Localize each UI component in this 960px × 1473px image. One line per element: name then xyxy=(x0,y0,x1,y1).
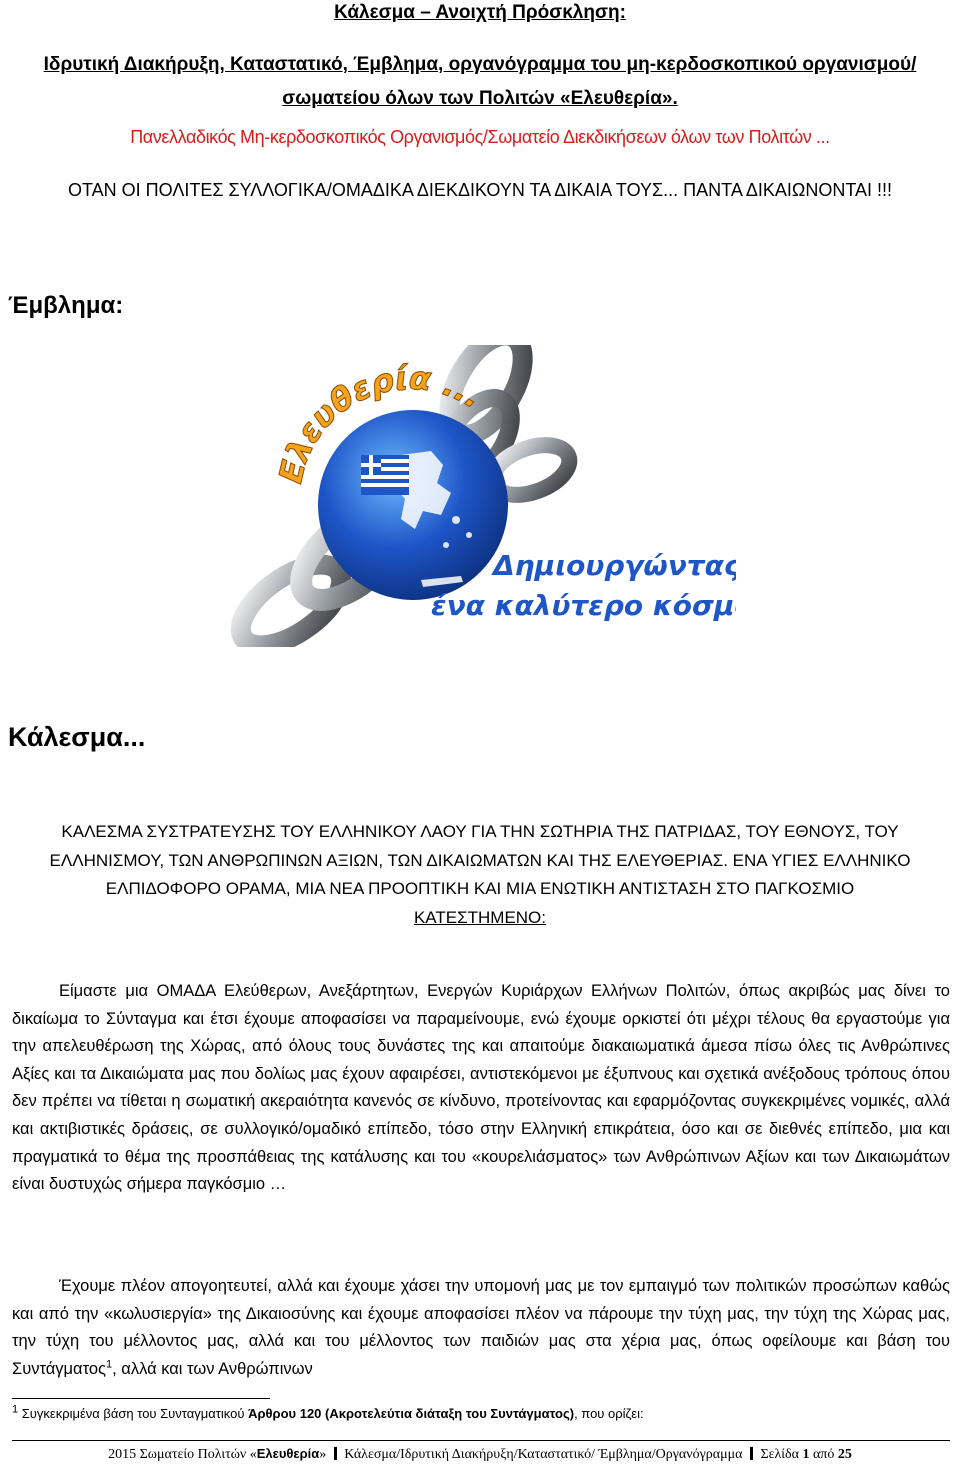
emblem-graphic xyxy=(231,345,736,647)
footer-doc: Κάλεσμα/Ιδρυτική Διακήρυξη/Καταστατικό/ Έμβλημα/Οργανόγραμμα xyxy=(344,1447,743,1462)
paragraph-1-text: Είμαστε μια ΟΜΑΔΑ Ελεύθερων, Ανεξάρτητων, Ενεργών Κυριάρχων Ελλήνων Πολιτών, όπως ακριβώς μας δίνει το δικαίωμα το Σύνταγμα και έτσι έχουμε αποφασίσει να παραμείνουμε, ενώ έχουμε ορκιστεί ότι μέχρι τέλους θα εργαστούμε για την απελευθέρωση της Χώρας, από όλους τους δυνάστες της και απαιτούμε διακαιωματικά άμεσα πίσω όλες τις Ανθρώπινες Αξίες και τα Δικαιώματα μας που δολίως μας έχουν αφαιρέσει, αντιστεκόμενοι με έξυπνους και σχετικά ανέξοδους τρόπους όπου δεν πρέπει να τίθεται η σωματική ακεραιότητα κανενός σε κίνδυνο, προτείνοντας και εφαρμόζοντας συγκεκριμένες νομικές, αλλά και ακτιβιστικές δράσεις, σε συλλογικό/ομαδικό επίπεδο, τόσο στην Ελληνική επικράτεια, όσο και σε διεθνές επίπεδο, μια και πραγματικά το θέμα της προσπάθειας της κατάλυσης και του «κουρελιάσματος» των Ανθρώπινων Αξίων και των Δικαιωμάτων είναι δυστυχώς σήμερα παγκόσμιο … xyxy=(12,982,950,1194)
slogan: ΟΤΑΝ ΟΙ ΠΟΛΙΤΕΣ ΣΥΛΛΟΓΙΚΑ/ΟΜΑΔΙΚΑ ΔΙΕΚΔΙΚΟΥΝ ΤΑ ΔΙΚΑΙΑ ΤΟΥΣ... ΠΑΝΤΑ ΔΙΚΑΙΩΝΟΝΤΑΙ !!! xyxy=(67,180,893,200)
callout-main: ΚΑΛΕΣΜΑ ΣΥΣΤΡΑΤΕΥΣΗΣ ΤΟΥ ΕΛΛΗΝΙΚΟΥ ΛΑΟΥ ΓΙΑ ΤΗΝ ΣΩΤΗΡΙΑ ΤΗΣ ΠΑΤΡΙΔΑΣ, ΤΟΥ ΕΘΝΟΥΣ, ΤΟΥ ΕΛΛΗΝΙΣΜΟΥ, ΤΩΝ ΑΝΘΡΩΠΙΝΩΝ ΑΞΙΩΝ, ΤΩΝ ΔΙΚΑΙΩΜΑΤΩΝ ΚΑΙ ΤΗΣ ΕΛΕΥΘΕΡΙΑΣ. ΕΝΑ ΥΓΙΕΣ ΕΛΛΗΝΙΚΟ ΕΛΠΙΔΟΦΟΡΟ ΟΡΑΜΑ, ΜΙΑ ΝΕΑ ΠΡΟΟΠΤΙΚΗ ΚΑΙ ΜΙΑ ΕΝΩΤΙΚΗ ΑΝΤΙΣΤΑΣΗ ΣΤΟ ΠΑΓΚΟΣΜΙΟ xyxy=(49,822,911,898)
footer-page-total: 25 xyxy=(837,1447,852,1462)
footer-of-label: από xyxy=(812,1447,835,1462)
callout-underlined: ΚΑΤΕΣΤΗΜΕΝΟ: xyxy=(413,907,547,927)
document-subtitle: Ιδρυτική Διακήρυξη, Καταστατικό, Έμβλημα, οργανόγραμμα του μη-κερδοσκοπικού οργανισμού/σωματείου όλων των Πολιτών «Ελευθερία». xyxy=(43,54,917,109)
emblem-arc-text: Ελευθερία ... xyxy=(271,358,490,487)
footer-page-label: Σελίδα xyxy=(760,1447,799,1462)
footer-divider xyxy=(12,1440,950,1441)
paragraph-2-text: Έχουμε πλέον απογοητευτεί, αλλά και έχουμε χάσει την υπομονή μας με τον εμπαιγμό των πολιτικών προσώπων καθώς και από την «κωλυσιεργία» της Δικαιοσύνης και έχουμε αποφασίσει πλέον να πάρουμε την τύχη μας, την τύχη της Χώρας μας, την τύχη του μέλλοντος μας, αλλά και του μέλλοντος των παιδιών μας στα χέρια μας, όπως οφείλουμε και βάση του Συντάγματος xyxy=(12,1277,950,1378)
footer-brand: Ελευθερία xyxy=(256,1446,320,1461)
page-footer xyxy=(0,1446,960,1463)
emblem-image xyxy=(231,345,736,647)
paragraph-2 xyxy=(12,1273,950,1383)
paragraph-2-tail: , αλλά και των Ανθρώπινων xyxy=(112,1359,313,1378)
footnote-text-bold: Άρθρου 120 (Ακροτελεύτια διάταξη του Συντάγματος) xyxy=(248,1406,575,1421)
emblem-heading: Έμβλημα: xyxy=(8,292,124,319)
organization-line: Πανελλαδικός Μη-κερδοσκοπικός Οργανισμός/Σωματείο Διεκδικήσεων όλων των Πολιτών ... xyxy=(130,127,830,147)
footnote xyxy=(12,1405,952,1423)
paragraph-1 xyxy=(12,978,950,1199)
greek-flag xyxy=(361,455,409,495)
call-heading: Κάλεσμα... xyxy=(8,722,146,752)
callout-text xyxy=(20,818,940,932)
footer-separator xyxy=(334,1447,337,1460)
footnote-number: 1 xyxy=(12,1403,19,1416)
footnote-text-start: Συγκεκριμένα βάση του Συνταγματικού xyxy=(21,1406,249,1421)
footnote-ref[interactable]: 1 xyxy=(106,1358,113,1371)
footer-prefix: 2015 Σωματείο Πολιτών « xyxy=(108,1447,257,1462)
footer-page-number: 1 xyxy=(802,1447,810,1462)
footer-suffix: » xyxy=(319,1447,327,1462)
emblem-line-2: ένα καλύτερο κόσμ xyxy=(431,589,735,622)
footnote-divider xyxy=(12,1398,270,1399)
footnote-text-end: , που ορίζει: xyxy=(574,1406,644,1421)
emblem-line-1: Δημιουργώντας xyxy=(493,549,736,582)
document-title: Κάλεσμα – Ανοιχτή Πρόσκληση: xyxy=(334,2,626,23)
footer-separator xyxy=(750,1447,753,1460)
